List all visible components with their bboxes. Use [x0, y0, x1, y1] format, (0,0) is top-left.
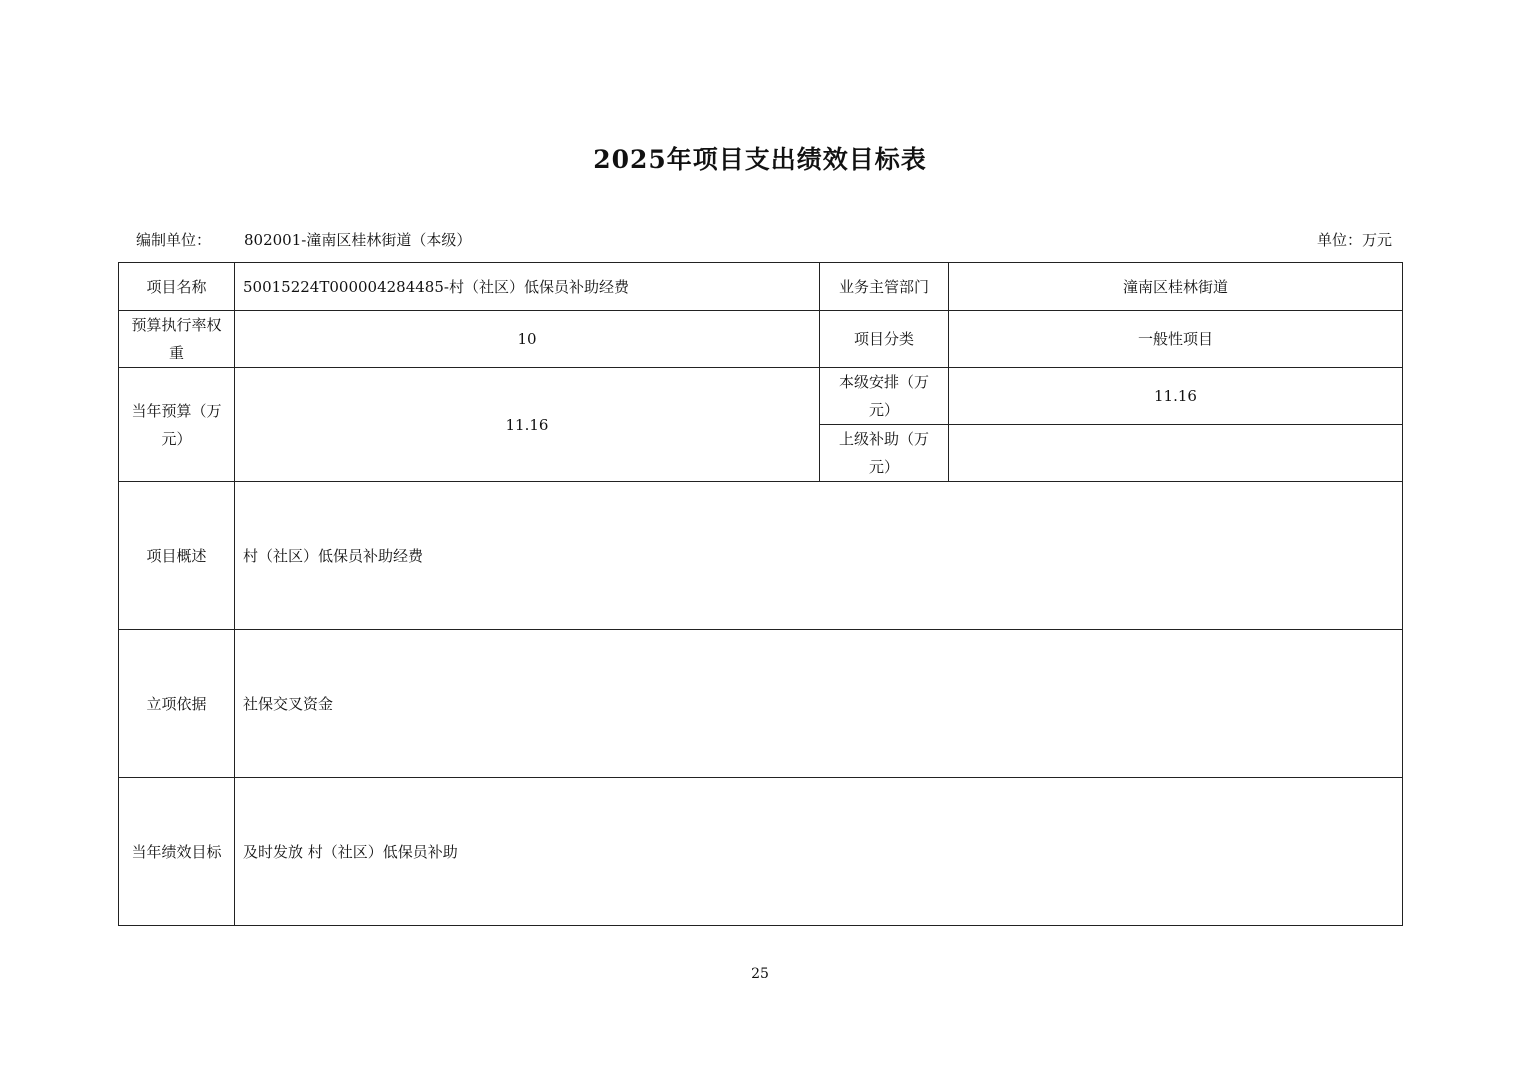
- table-row: [119, 311, 1403, 368]
- exec-rate-label: 预算执行率权重: [119, 311, 235, 368]
- budget-value: 11.16: [235, 368, 820, 482]
- upper-subsidy-label: 上级补助（万元）: [820, 425, 949, 482]
- table-row: [119, 263, 1403, 311]
- budget-label: 当年预算（万元）: [119, 368, 235, 482]
- dept-label: 业务主管部门: [820, 263, 949, 311]
- exec-rate-value: 10: [235, 311, 820, 368]
- basis-label: 立项依据: [119, 630, 235, 778]
- overview-value: 村（社区）低保员补助经费: [235, 482, 1403, 630]
- basis-value: 社保交叉资金: [235, 630, 1403, 778]
- local-funding-label: 本级安排（万元）: [820, 368, 949, 425]
- category-value: 一般性项目: [949, 311, 1403, 368]
- target-value: 及时发放 村（社区）低保员补助: [235, 778, 1403, 926]
- unit-label: 单位：万元: [1316, 231, 1392, 249]
- table-row: [119, 482, 1403, 630]
- project-name-label: 项目名称: [119, 263, 235, 311]
- page-title: 2025年项目支出绩效目标表: [593, 145, 927, 174]
- page-number: 25: [751, 966, 769, 982]
- org-line: [136, 229, 471, 250]
- table-row: [119, 778, 1403, 926]
- project-name-value: 50015224T000004284485-村（社区）低保员补助经费: [235, 263, 820, 311]
- local-funding-value: 11.16: [949, 368, 1403, 425]
- org-label: 编制单位：: [136, 231, 212, 249]
- category-label: 项目分类: [820, 311, 949, 368]
- org-value: 802001-潼南区桂林街道（本级）: [244, 231, 472, 249]
- table-row: [119, 630, 1403, 778]
- dept-value: 潼南区桂林街道: [949, 263, 1403, 311]
- performance-target-table: [118, 262, 1403, 926]
- target-label: 当年绩效目标: [119, 778, 235, 926]
- table-row: [119, 368, 1403, 425]
- overview-label: 项目概述: [119, 482, 235, 630]
- upper-subsidy-value: [949, 425, 1403, 482]
